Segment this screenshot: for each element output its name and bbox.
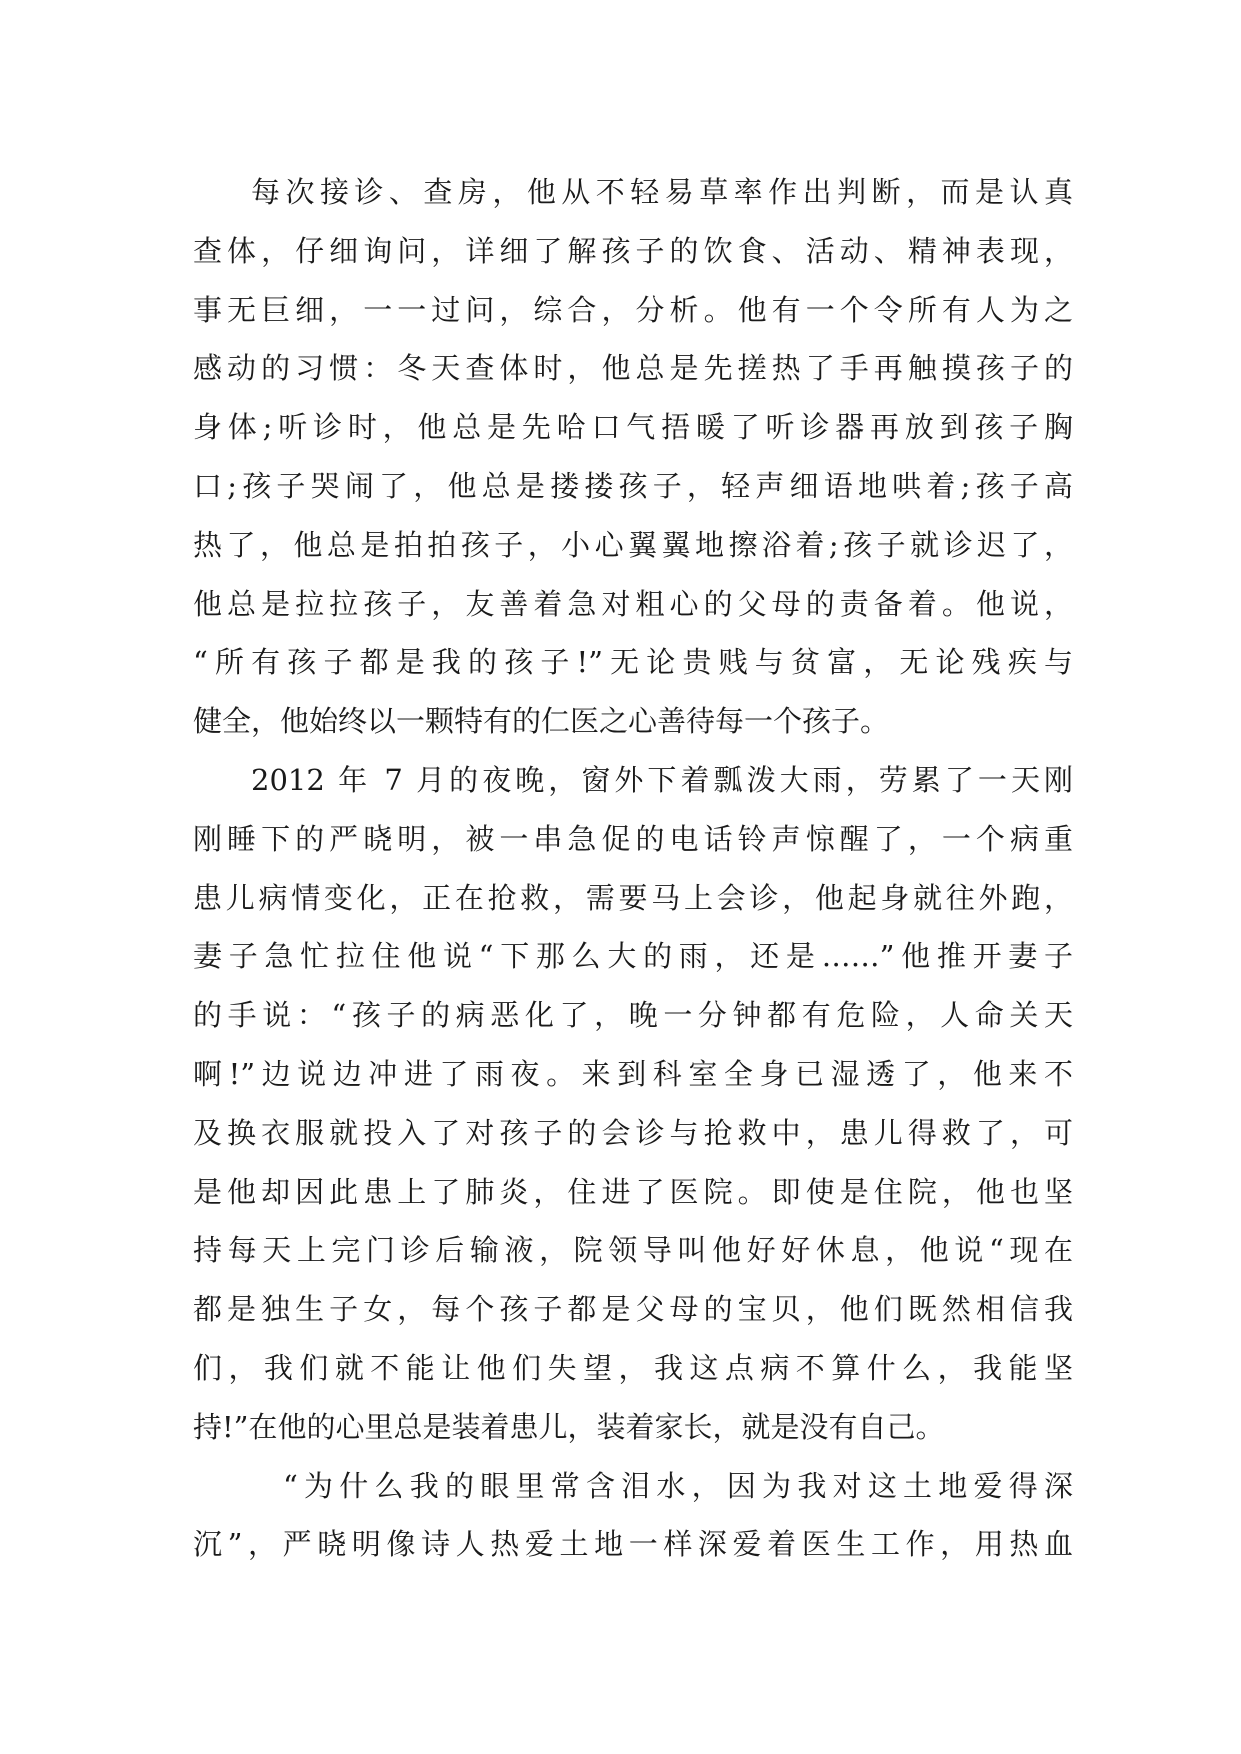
text-line: 们，我们就不能让他们失望，我这点病不算什么，我能坚 — [193, 1350, 1073, 1385]
text-line: 的手说：“孩子的病恶化了，晚一分钟都有危险，人命关天 — [193, 998, 1073, 1033]
text-line: 患儿病情变化，正在抢救，需要马上会诊，他起身就往外跑， — [193, 880, 1073, 915]
text-line: 妻子急忙拉住他说“下那么大的雨，还是……”他推开妻子 — [193, 939, 1073, 974]
paragraph — [193, 163, 1073, 751]
text-line: 身体;听诊时，他总是先哈口气捂暖了听诊器再放到孩子胸 — [193, 410, 1073, 445]
text-line: 沉”，严晓明像诗人热爱土地一样深爱着医生工作，用热血 — [193, 1527, 1073, 1562]
text-line: 持!”在他的心里总是装着患儿，装着家长，就是没有自己。 — [193, 1409, 945, 1444]
text-line: 刚睡下的严晓明，被一串急促的电话铃声惊醒了，一个病重 — [193, 821, 1073, 856]
paragraph — [193, 751, 1073, 1457]
text-line: 每次接诊、查房，他从不轻易草率作出判断，而是认真 — [251, 175, 1073, 209]
paragraph — [193, 1457, 1073, 1575]
text-line: 事无巨细，一一过问，综合，分析。他有一个令所有人为之 — [193, 292, 1073, 327]
body-text — [193, 163, 1073, 1574]
text-line: 口;孩子哭闹了，他总是搂搂孩子，轻声细语地哄着;孩子高 — [193, 468, 1073, 503]
text-line: 啊!”边说边冲进了雨夜。来到科室全身已湿透了，他来不 — [193, 1056, 1073, 1091]
text-line: 是他却因此患上了肺炎，住进了医院。即使是住院，他也坚 — [193, 1174, 1073, 1209]
text-line: 健全，他始终以一颗特有的仁医之心善待每一个孩子。 — [193, 704, 890, 739]
text-line: 都是独生子女，每个孩子都是父母的宝贝，他们既然相信我 — [193, 1292, 1073, 1327]
text-line: 查体，仔细询问，详细了解孩子的饮食、活动、精神表现， — [193, 233, 1073, 268]
text-line: “所有孩子都是我的孩子!”无论贵贱与贫富，无论残疾与 — [193, 645, 1073, 680]
text-line: 感动的习惯：冬天查体时，他总是先搓热了手再触摸孩子的 — [193, 351, 1073, 386]
text-line: 他总是拉拉孩子，友善着急对粗心的父母的责备着。他说， — [193, 586, 1073, 621]
text-line: 热了，他总是拍拍孩子，小心翼翼地擦浴着;孩子就诊迟了， — [193, 527, 1073, 562]
text-line: “为什么我的眼里常含泪水，因为我对这土地爱得深 — [283, 1468, 1073, 1503]
text-line: 2012 年 7 月的夜晚，窗外下着瓢泼大雨，劳累了一天刚 — [251, 762, 1073, 797]
text-line: 及换衣服就投入了对孩子的会诊与抢救中，患儿得救了，可 — [193, 1115, 1073, 1150]
text-line: 持每天上完门诊后输液，院领导叫他好好休息，他说“现在 — [193, 1233, 1073, 1268]
